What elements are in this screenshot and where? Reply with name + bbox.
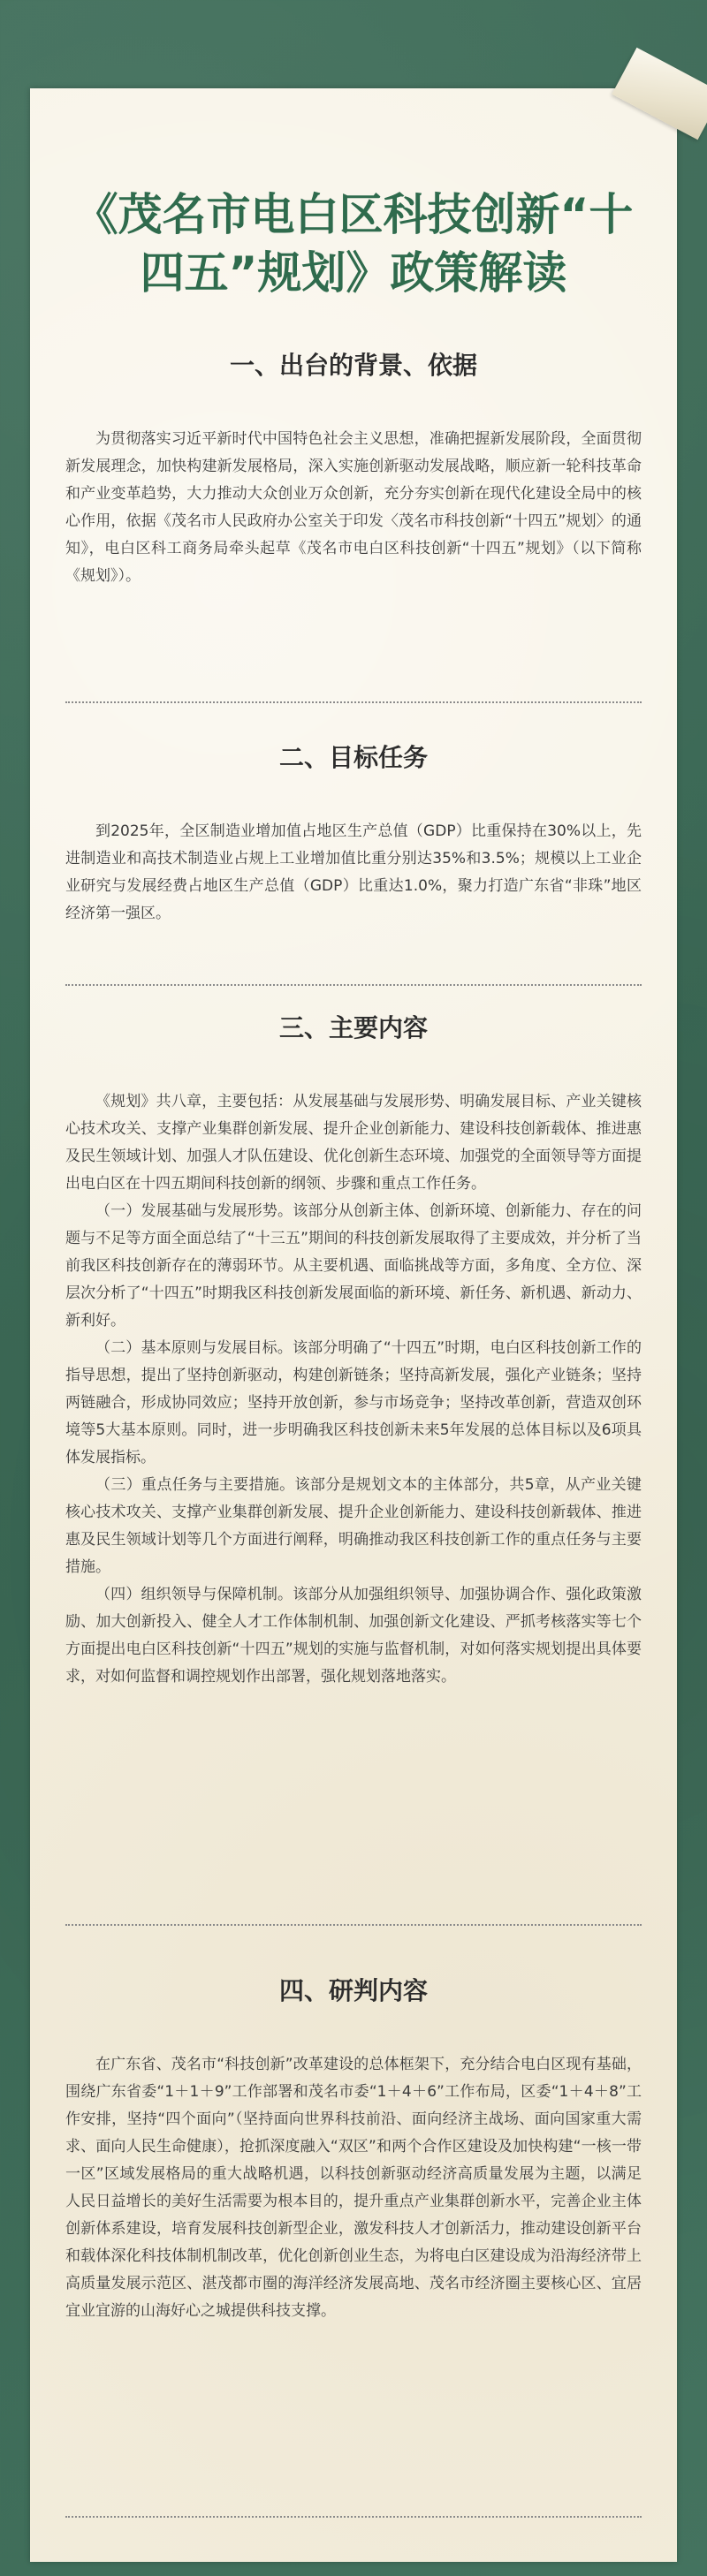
section-background bbox=[65, 346, 642, 590]
section-heading: 二、目标任务 bbox=[278, 743, 428, 772]
section-analysis bbox=[65, 1972, 642, 2325]
section-paragraph: （二）基本原则与发展目标。该部分明确了“十四五”时期，电白区科技创新工作的指导思想，提出了坚持创新驱动，构建创新链条；坚持高新发展，强化产业链条；坚持两链融合，形成协同效应；坚持开放创新，参与市场竞争；坚持改革创新，营造双创环境等5大基本原则。同时，进一步明确我区科技创新未来5年发展的总体目标以及6项具体发展指标。 bbox=[65, 1339, 642, 1466]
section-heading: 一、出台的背景、依据 bbox=[229, 351, 477, 380]
section-paragraph: 为贯彻落实习近平新时代中国特色社会主义思想，准确把握新发展阶段，全面贯彻新发展理念，加快构建新发展格局，深入实施创新驱动发展战略，顺应新一轮科技革命和产业变革趋势，大力推动大众创业万众创新，充分夯实创新在现代化建设全局中的核心作用，依据《茂名市人民政府办公室关于印发〈茂名市科技创新“十四五”规划〉的通知》，电白区科工商务局牵头起草《茂名市电白区科技创新“十四五”规划》（以下简称《规划》）。 bbox=[65, 430, 642, 585]
section-paragraph: 在广东省、茂名市“科技创新”改革建设的总体框架下，充分结合电白区现有基础，围绕广东省委“1＋1＋9”工作部署和茂名市委“1＋4＋6”工作布局，区委“1＋4＋8”工作安排，坚持“四个面向”（坚持面向世界科技前沿、面向经济主战场、面向国家重大需求、面向人民生命健康），抢抓深度融入“双区”和两个合作区建设及加快构建“一核一带一区”区域发展格局的重大战略机遇，以科技创新驱动经济高质量发展为主题，以满足人民日益增长的美好生活需要为根本目的，提升重点产业集群创新水平，完善企业主体创新体系建设，培育发展科技创新型企业，激发科技人才创新活力，推动建设创新平台和载体深化科技体制机制改革，优化创新创业生态，为将电白区建设成为沿海经济带上高质量发展示范区、湛茂都市圈的海洋经济发展高地、茂名市经济圈主要核心区、宜居宜业宜游的山海好心之城提供科技支撑。 bbox=[65, 2056, 642, 2320]
section-paragraph: （三）重点任务与主要措施。该部分是规划文本的主体部分，共5章，从产业关键核心技术攻关、支撑产业集群创新发展、提升企业创新能力、建设科技创新载体、推进惠及民生领域计划等几个方面进行阐释，明确推动我区科技创新工作的重点任务与主要措施。 bbox=[65, 1476, 642, 1576]
section-paragraph: 《规划》共八章，主要包括：从发展基础与发展形势、明确发展目标、产业关键核心技术攻关、支撑产业集群创新发展、提升企业创新能力、建设科技创新载体、推进惠及民生领域计划、加强人才队伍建设、优化创新生态环境、加强党的全面领导等方面提出电白区在十四五期间科技创新的纲领、步骤和重点工作任务。 bbox=[65, 1093, 642, 1193]
page-title: 《茂名市电白区科技创新“十四五”规划》政策解读 bbox=[73, 189, 634, 299]
section-paragraph: （四）组织领导与保障机制。该部分从加强组织领导、加强协调合作、强化政策激励、加大创新投入、健全人才工作体制机制、加强创新文化建设、严抓考核落实等七个方面提出电白区科技创新“十四五”规划的实施与监督机制，对如何落实规划提出具体要求，对如何监督和调控规划作出部署，强化规划落地落实。 bbox=[65, 1586, 642, 1686]
section-main-content bbox=[65, 1009, 642, 1691]
section-heading: 三、主要内容 bbox=[278, 1013, 428, 1042]
section-goals bbox=[65, 739, 642, 928]
section-divider bbox=[65, 701, 642, 703]
section-paragraph: （一）发展基础与发展形势。该部分从创新主体、创新环境、创新能力、存在的问题与不足等方面全面总结了“十三五”期间的科技创新发展取得了主要成效，并分析了当前我区科技创新存在的薄弱环节。从主要机遇、面临挑战等方面，多角度、全方位、深层次分析了“十四五”时期我区科技创新发展面临的新环境、新任务、新机遇、新动力、新利好。 bbox=[65, 1202, 642, 1330]
section-divider bbox=[65, 984, 642, 986]
section-heading: 四、研判内容 bbox=[278, 1976, 428, 2005]
section-divider bbox=[65, 2516, 642, 2518]
section-divider bbox=[65, 1924, 642, 1926]
section-paragraph: 到2025年，全区制造业增加值占地区生产总值（GDP）比重保持在30%以上，先进制造业和高技术制造业占规上工业增加值比重分别达35%和3.5%；规模以上工业企业研究与发展经费占地区生产总值（GDP）比重达1.0%，聚力打造广东省“非珠”地区经济第一强区。 bbox=[65, 822, 642, 922]
